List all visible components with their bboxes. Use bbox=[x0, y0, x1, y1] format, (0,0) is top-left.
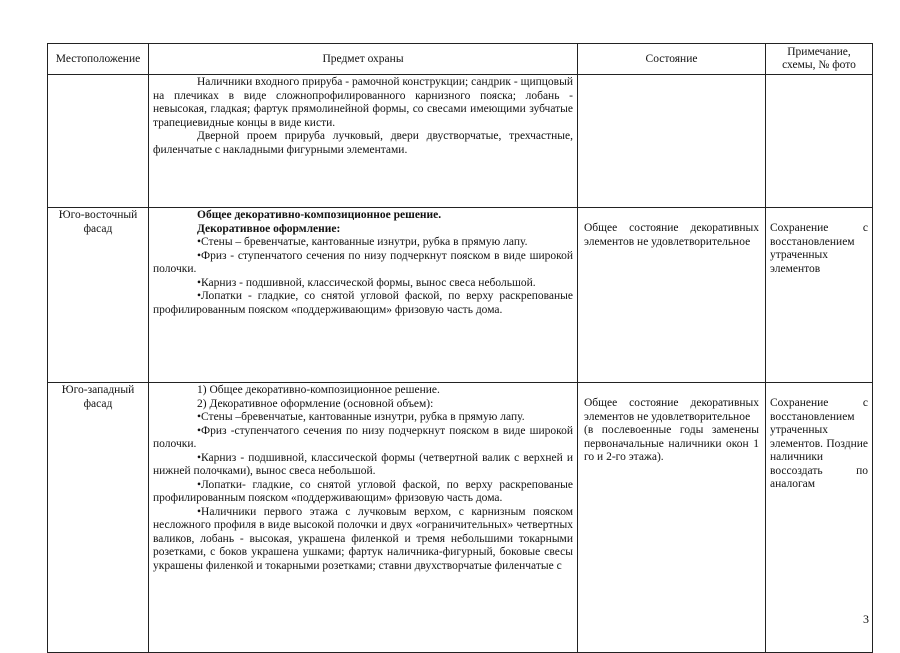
location-cell bbox=[48, 75, 149, 208]
protection-table bbox=[47, 43, 873, 653]
description-paragraph: Наличники входного прируба - рамочной конструкции; сандрик - щипцовый на плечиках в виде сложнопрофилированного карнизного пояска; лобань - невысокая, гладкая; фартук прямолинейной формы, со свесами имеющими зубчатые трапециевидные концы в виде кисти. bbox=[153, 76, 573, 129]
description-paragraph: Дверной проем прируба лучковый, двери двустворчатые, трехчастные, филенчатые с накладными фигурными элементами. bbox=[153, 130, 573, 156]
description-clip bbox=[153, 384, 573, 637]
note-cell bbox=[766, 75, 873, 208]
description-cell bbox=[149, 208, 578, 383]
description-paragraph: •Фриз -ступенчатого сечения по низу подчеркнут пояском в виде широкой полочки. bbox=[153, 424, 573, 450]
note-cell: Сохранение с восстановлением утраченных элементов bbox=[766, 208, 873, 383]
table-row bbox=[48, 75, 873, 208]
description-paragraph: •Стены – бревенчатые, кантованные изнутри, рубка в прямую лапу. bbox=[197, 236, 528, 248]
page-number: 3 bbox=[863, 612, 869, 626]
note-cell: Сохранение с восстановлением утраченных элементов. Поздние наличники воссоздать по аналогам bbox=[766, 383, 873, 653]
table-row bbox=[48, 383, 873, 653]
description-cell bbox=[149, 75, 578, 208]
description-heading: Общее декоративно-композиционное решение. bbox=[197, 209, 442, 221]
table-row bbox=[48, 208, 873, 383]
header-location: Местоположение bbox=[48, 44, 149, 75]
table-header-row bbox=[48, 44, 873, 75]
location-cell: Юго-восточный фасад bbox=[48, 208, 149, 383]
description-paragraph: •Карниз - подшивной, классической формы (четвертной валик с верхней и нижней полочками), вынос свеса небольшой. bbox=[153, 451, 573, 477]
header-subject: Предмет охраны bbox=[149, 44, 578, 75]
description-paragraph: •Фриз - ступенчатого сечения по низу подчеркнут пояском в виде широкой полочки. bbox=[153, 249, 573, 275]
header-state: Состояние bbox=[578, 44, 766, 75]
description-paragraph: •Стены –бревенчатые, кантованные изнутри, рубка в прямую лапу. bbox=[197, 411, 525, 423]
location-cell: Юго-западный фасад bbox=[48, 383, 149, 653]
description-paragraph: •Наличники первого этажа с лучковым верхом, с карнизным пояском несложного профиля в виде высокой полочки и двух «ограничительных» четвертных валиков, лобань - высокая, украшена филенкой и тремя небольшими токарными розетками, с боков украшена ушками; фартук наличника-фигурный, боковые свесы украшены филенкой и токарными розетками; ставни двухстворчатые филенчатые с bbox=[153, 505, 573, 572]
description-paragraph: •Карниз - подшивной, классической формы, вынос свеса небольшой. bbox=[197, 276, 536, 289]
description-paragraph: 2) Декоративное оформление (основной объем): bbox=[197, 397, 434, 410]
description-paragraph: •Лопатки - гладкие, со снятой угловой фаской, по верху раскрепованые профилированным пояском «поддерживающим» фризовую часть дома. bbox=[153, 290, 573, 316]
description-cell bbox=[149, 383, 578, 653]
description-heading: Декоративное оформление: bbox=[197, 222, 341, 235]
description-paragraph: 1) Общее декоративно-композиционное решение. bbox=[197, 384, 440, 396]
state-cell: Общее состояние декоративных элементов не удовлетворительное (в послевоенные годы заменены первоначальные наличники окон 1 го и 2-го этажа). bbox=[578, 383, 766, 653]
state-cell bbox=[578, 75, 766, 208]
description-paragraph: •Лопатки- гладкие, со снятой угловой фаской, по верху раскрепованые профилированным пояском «поддерживающим» фризовую часть дома. bbox=[153, 478, 573, 504]
header-note: Примечание, схемы, № фото bbox=[766, 44, 873, 75]
state-cell: Общее состояние декоративных элементов не удовлетворительное bbox=[578, 208, 766, 383]
document-sheet bbox=[47, 43, 872, 653]
